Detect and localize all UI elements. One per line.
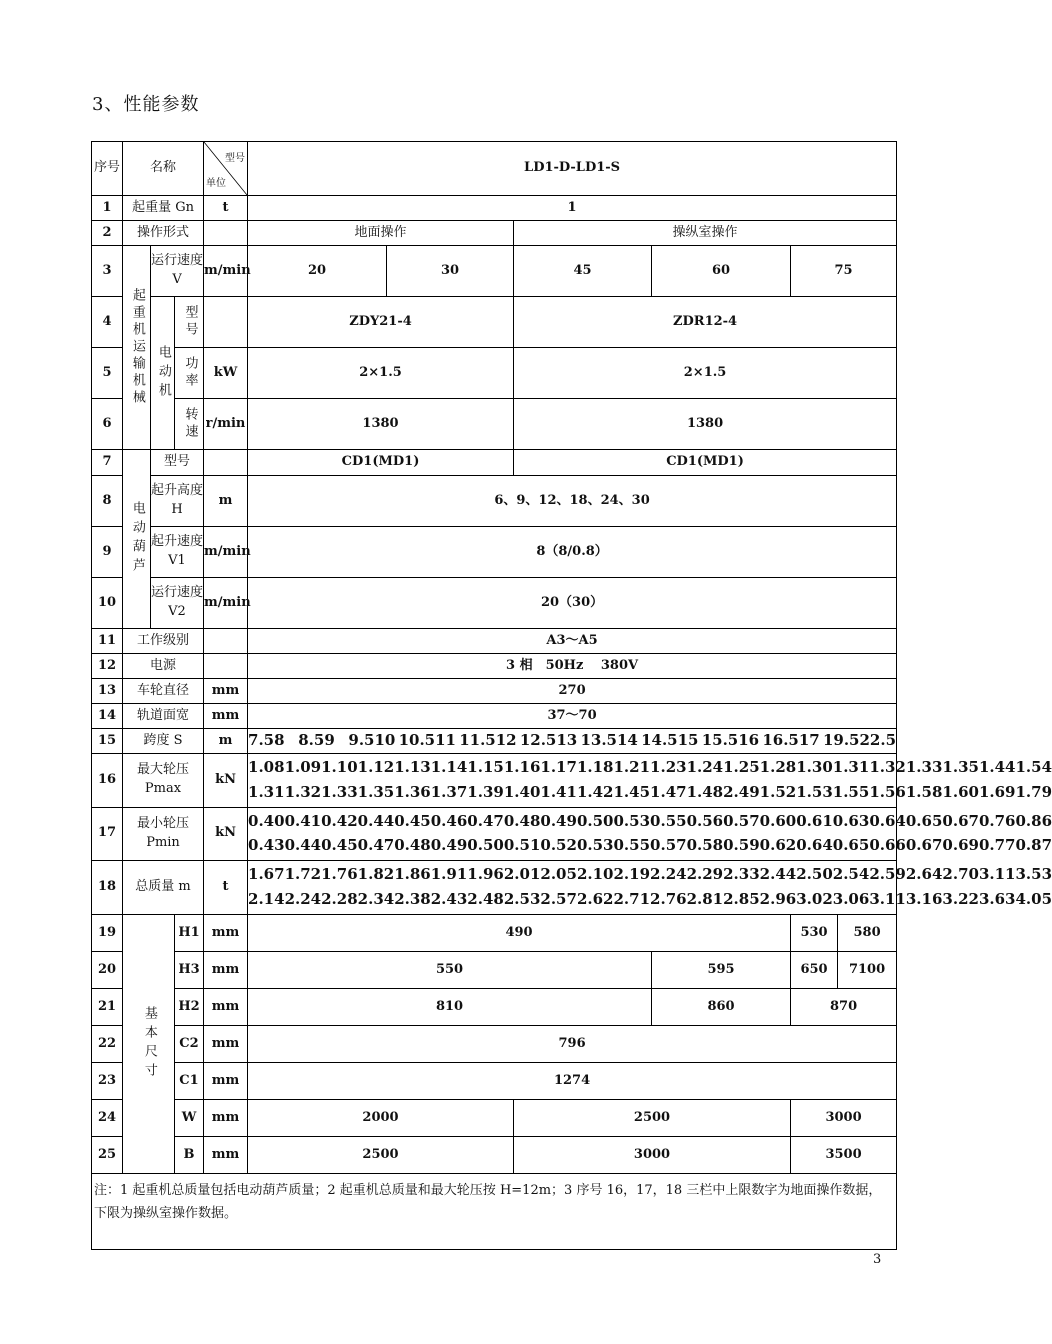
value-cell: 1.24: [686, 758, 724, 776]
value-cell: 2.54: [832, 865, 870, 884]
value-cell: 1.56: [869, 782, 906, 801]
value-cell: 1.16: [503, 758, 541, 776]
value-cell: 0.65: [832, 836, 870, 855]
value-cell: 13.5: [580, 731, 617, 750]
value-cell: 7.5: [248, 731, 275, 750]
pmax-cabin-values: [248, 782, 1052, 804]
value-cell: 2.28: [321, 890, 358, 908]
value-cell: 2.53: [503, 890, 541, 908]
value-cell: 2.24: [284, 890, 322, 908]
header-seq: 序号: [92, 142, 123, 196]
value-cell: 9: [324, 731, 335, 750]
table-row: 7 电动葫芦 型号 CD1(MD1) CD1(MD1): [92, 450, 897, 476]
value-cell: 1.35: [357, 782, 395, 801]
performance-table: [91, 141, 1052, 1250]
value-cell: 1.32: [284, 782, 322, 801]
value-cell: 1.25: [723, 758, 760, 776]
value-cell: 8.5: [298, 731, 325, 750]
mass-cabin-values: [248, 889, 1052, 911]
value-cell: 0.42: [321, 811, 358, 830]
value-cell: 22.5: [859, 731, 897, 750]
value-cell: 0.40: [248, 811, 285, 830]
value-cell: 1.28: [759, 758, 797, 776]
value-cell: 1.69: [978, 782, 1016, 801]
value-cell: 2.57: [540, 890, 577, 908]
value-cell: 3.53: [1015, 865, 1052, 884]
table-row: 2 操作形式 地面操作 操纵室操作: [92, 221, 897, 246]
value-cell: 2.38: [394, 890, 431, 908]
value-cell: 2.71: [613, 890, 651, 908]
value-cell: 1.72: [284, 865, 322, 884]
value-cell: 3.16: [905, 890, 943, 908]
value-cell: 1.10: [321, 758, 358, 776]
value-cell: 0.60: [759, 811, 797, 830]
value-cell: 0.56: [686, 811, 724, 830]
table-row: 11 工作级别 A3～A5: [92, 629, 897, 654]
value-cell: 1.76: [321, 865, 358, 884]
value-cell: 0.64: [796, 836, 833, 855]
table-row: 4 电动机 型号 ZDY21-4 ZDR12-4: [92, 297, 897, 348]
value-cell: 2.49: [723, 782, 760, 801]
table-row: 16 最大轮压 Pmax kN 1.08 1.09 1.10 1.12 1.13 1.14 1.15 1.16 1.17 1.18 1.21 1.23 1.24 1.25 1.28 1.30 1.31 1.32 1.33 1.35 1.44 1.54 1.31 1.32 1.33 1.35 1.36 1.37 1.39 1.40 1.41 1.42 1.45 1.47 1.48 2.49 1.52 1.53 1.55 1.56 1.58 1.60 1.69 1.79: [92, 754, 897, 808]
value-cell: 0.44: [284, 836, 322, 855]
value-cell: 1.23: [650, 758, 687, 776]
value-cell: 17: [798, 731, 820, 750]
value-cell: 0.77: [978, 836, 1016, 855]
value-cell: 13: [556, 731, 578, 750]
value-cell: 0.47: [357, 836, 395, 855]
table-note: 注：1 起重机总质量包括电动葫芦质量；2 起重机总质量和最大轮压按 H=12m；3 序号 16，17，18 三栏中上限数字为地面操作数据，下限为操纵室操作数据。: [92, 1174, 897, 1250]
value-cell: 2.05: [540, 865, 577, 884]
value-cell: 15.5: [701, 731, 739, 750]
value-cell: 0.69: [942, 836, 979, 855]
value-cell: 1.47: [650, 782, 687, 801]
value-cell: 0.50: [576, 811, 614, 830]
value-cell: 3.02: [796, 890, 833, 908]
group-label-motor: 电动机: [151, 297, 175, 450]
value-cell: 1.86: [394, 865, 431, 884]
value-cell: 2.01: [503, 865, 541, 884]
value-cell: 1.53: [796, 782, 833, 801]
value-cell: 2.81: [686, 890, 724, 908]
value-cell: 1.91: [430, 865, 468, 884]
value-cell: 2.29: [686, 865, 724, 884]
section-heading: 3、性能参数: [92, 94, 200, 115]
group-label-hoist: 电动葫芦: [123, 450, 151, 629]
table-row: 17 最小轮压 Pmin kN 0.40 0.41 0.42 0.44 0.45 0.46 0.47 0.48 0.49 0.50 0.53 0.55 0.56 0.57 0.60 0.61 0.63 0.64 0.65 0.67 0.76 0.86 0.43 0.44 0.45 0.47 0.48 0.49 0.50 0.51 0.52 0.53 0.55 0.57 0.58 0.59 0.62 0.64 0.65 0.66 0.67 0.69 0.77 0.87: [92, 807, 897, 861]
value-cell: 1.09: [284, 758, 322, 776]
value-cell: 2.33: [723, 865, 760, 884]
table-row: 12 电源 3 相 50Hz 380V: [92, 654, 897, 679]
value-cell: 11: [435, 731, 456, 750]
value-cell: 3.11: [978, 865, 1016, 884]
value-cell: 0.44: [357, 811, 395, 830]
value-cell: 1.42: [576, 782, 614, 801]
value-cell: 4.05: [1015, 890, 1052, 908]
header-name: 名称: [123, 142, 204, 196]
value-cell: 3.63: [978, 890, 1016, 908]
value-cell: 1.08: [248, 758, 285, 776]
value-cell: 1.33: [905, 758, 943, 776]
value-cell: 1.58: [905, 782, 943, 801]
value-cell: 1.44: [978, 758, 1016, 776]
value-cell: 1.21: [613, 758, 651, 776]
table-row: 25 B mm 2500 3000 3500: [92, 1137, 897, 1174]
value-cell: 19.5: [822, 731, 860, 750]
value-cell: 0.48: [503, 811, 541, 830]
table-row: 19 基本尺寸 H1 mm 490 530 580: [92, 915, 897, 952]
pmax-ground-values: [248, 757, 1052, 779]
table-row: 15 跨度 S m 7.5 8 8.5 9 9.5 10 10.5 11 11.5 12 12.5 13 13.5 14 14.5 15 15.5 16 16.5 17 19.5 22.5: [92, 729, 897, 754]
value-cell: 2.19: [613, 865, 651, 884]
table-row: 14 轨道面宽 mm 37～70: [92, 704, 897, 729]
value-cell: 3.11: [869, 890, 906, 908]
value-cell: 1.33: [321, 782, 358, 801]
value-cell: 11.5: [459, 731, 496, 750]
value-cell: 16.5: [762, 731, 799, 750]
table-row: 10 运行速度 V2 m/min 20（30）: [92, 578, 897, 629]
value-cell: 9.5: [348, 731, 375, 750]
value-cell: 0.41: [284, 811, 322, 830]
value-cell: 2.14: [248, 890, 285, 908]
value-cell: 2.59: [869, 865, 906, 884]
value-cell: 1.15: [467, 758, 504, 776]
table-row: 1 起重量 Gn t 1: [92, 196, 897, 221]
value-cell: 0.64: [869, 811, 906, 830]
value-cell: 0.43: [248, 836, 285, 855]
value-cell: 1.12: [357, 758, 395, 776]
value-cell: 0.55: [650, 811, 687, 830]
value-cell: 1.30: [796, 758, 833, 776]
value-cell: 2.44: [759, 865, 797, 884]
value-cell: 1.17: [540, 758, 577, 776]
value-cell: 0.57: [650, 836, 687, 855]
table-header-row: [92, 142, 897, 196]
value-cell: 1.37: [430, 782, 468, 801]
value-cell: 0.49: [540, 811, 577, 830]
value-cell: 10.5: [398, 731, 436, 750]
value-cell: 2.10: [576, 865, 614, 884]
value-cell: 1.55: [832, 782, 870, 801]
value-cell: 1.67: [248, 865, 285, 884]
value-cell: 0.45: [321, 836, 358, 855]
group-label-crane: 起重机运输机械: [123, 246, 151, 450]
value-cell: 0.87: [1015, 836, 1052, 855]
diag-label-model: 型号: [225, 153, 246, 164]
value-cell: 0.45: [394, 811, 431, 830]
table-row: 3 起重机运输机械 运行速度 V m/min 20 30 45 60 75: [92, 246, 897, 297]
value-cell: 1.40: [503, 782, 541, 801]
table-row: 13 车轮直径 mm 270: [92, 679, 897, 704]
pmin-ground-values: [248, 811, 1052, 833]
value-cell: 2.24: [650, 865, 687, 884]
value-cell: 14: [617, 731, 638, 750]
table-row: 24 W mm 2000 2500 3000: [92, 1100, 897, 1137]
header-model: LD1-D-LD1-S: [248, 142, 897, 196]
value-cell: 2.96: [759, 890, 797, 908]
value-cell: 2.43: [430, 890, 468, 908]
value-cell: 0.51: [503, 836, 541, 855]
note-row: [92, 1174, 897, 1250]
value-cell: 0.63: [832, 811, 870, 830]
value-cell: 0.53: [576, 836, 614, 855]
value-cell: 2.50: [796, 865, 833, 884]
table-row: 5 功率 kW 2×1.5 2×1.5: [92, 348, 897, 399]
value-cell: 1.36: [394, 782, 431, 801]
value-cell: 0.53: [613, 811, 651, 830]
pmin-cabin-values: [248, 835, 1052, 857]
value-cell: 1.31: [248, 782, 285, 801]
value-cell: 1.18: [576, 758, 614, 776]
value-cell: 0.76: [978, 811, 1016, 830]
value-cell: 2.76: [650, 890, 687, 908]
value-cell: 2.70: [942, 865, 979, 884]
table-row: 6 转速 r/min 1380 1380: [92, 399, 897, 450]
value-cell: 12.5: [519, 731, 557, 750]
value-cell: 16: [738, 731, 760, 750]
row-name: 起重量 Gn: [123, 196, 204, 221]
value-cell: 0.57: [723, 811, 760, 830]
diag-label-unit: 单位: [206, 177, 227, 189]
value-cell: 1.60: [942, 782, 979, 801]
value-cell: 0.58: [686, 836, 724, 855]
value-cell: 14.5: [641, 731, 678, 750]
value-cell: 0.62: [759, 836, 797, 855]
value-cell: 0.66: [869, 836, 906, 855]
value-cell: 0.48: [394, 836, 431, 855]
header-diagonal-cell: [204, 142, 248, 196]
value-cell: 1.14: [430, 758, 468, 776]
value-cell: 0.59: [723, 836, 760, 855]
value-cell: 1.48: [686, 782, 724, 801]
value-cell: 15: [677, 731, 699, 750]
value-cell: 0.46: [430, 811, 468, 830]
value-cell: 2.62: [576, 890, 614, 908]
mass-ground-values: [248, 864, 1052, 886]
value-cell: 8: [274, 731, 285, 750]
value-cell: 1.45: [613, 782, 651, 801]
table-row: 23 C1 mm 1274: [92, 1063, 897, 1100]
value-cell: 1.54: [1015, 758, 1052, 776]
value-cell: 1.13: [394, 758, 431, 776]
value-cell: 1.32: [869, 758, 906, 776]
value-cell: 0.61: [796, 811, 833, 830]
value-cell: 3.22: [942, 890, 979, 908]
value-cell: 10: [374, 731, 396, 750]
table-row: 9 起升速度 V1 m/min 8（8/0.8）: [92, 527, 897, 578]
value-cell: 2.48: [467, 890, 504, 908]
value-cell: 0.47: [467, 811, 504, 830]
value-cell: 2.64: [905, 865, 943, 884]
value-cell: 0.67: [905, 836, 943, 855]
value-cell: 0.50: [467, 836, 504, 855]
group-label-dims: 基本尺寸: [123, 915, 175, 1174]
value-cell: 1.82: [357, 865, 395, 884]
span-values: [248, 730, 896, 752]
table-row: 8 起升高度 H m 6、9、12、18、24、30: [92, 476, 897, 527]
value-cell: 0.67: [942, 811, 979, 830]
value-cell: 1.96: [467, 865, 504, 884]
value-cell: 1.39: [467, 782, 504, 801]
table-row: 22 C2 mm 796: [92, 1026, 897, 1063]
table-row: 20 H3 mm 550 595 650 7100: [92, 952, 897, 989]
table-row: 21 H2 mm 810 860 870: [92, 989, 897, 1026]
value-cell: 1.52: [759, 782, 797, 801]
table-row: 18 总质量 m t 1.67 1.72 1.76 1.82 1.86 1.91 1.96 2.01 2.05 2.10 2.19 2.24 2.29 2.33 2.44 2.50 2.54 2.59 2.64 2.70 3.11 3.53 2.14 2.24 2.28 2.34 2.38 2.43 2.48 2.53 2.57 2.62 2.71 2.76 2.81 2.85 2.96 3.02 3.06 3.11 3.16 3.22 3.63 4.05: [92, 861, 897, 915]
value-cell: 0.86: [1015, 811, 1052, 830]
value-cell: 1.35: [942, 758, 979, 776]
value-cell: 0.49: [430, 836, 468, 855]
value-cell: 1.79: [1015, 782, 1052, 801]
value-cell: 1.41: [540, 782, 577, 801]
value-cell: 12: [495, 731, 517, 750]
page-number: 3: [873, 1252, 882, 1267]
value-cell: 3.06: [832, 890, 870, 908]
value-cell: 0.65: [905, 811, 943, 830]
value-cell: 2.34: [357, 890, 395, 908]
value-cell: 0.55: [613, 836, 651, 855]
value-cell: 2.85: [723, 890, 760, 908]
value-cell: 0.52: [540, 836, 577, 855]
value-cell: 1.31: [832, 758, 870, 776]
